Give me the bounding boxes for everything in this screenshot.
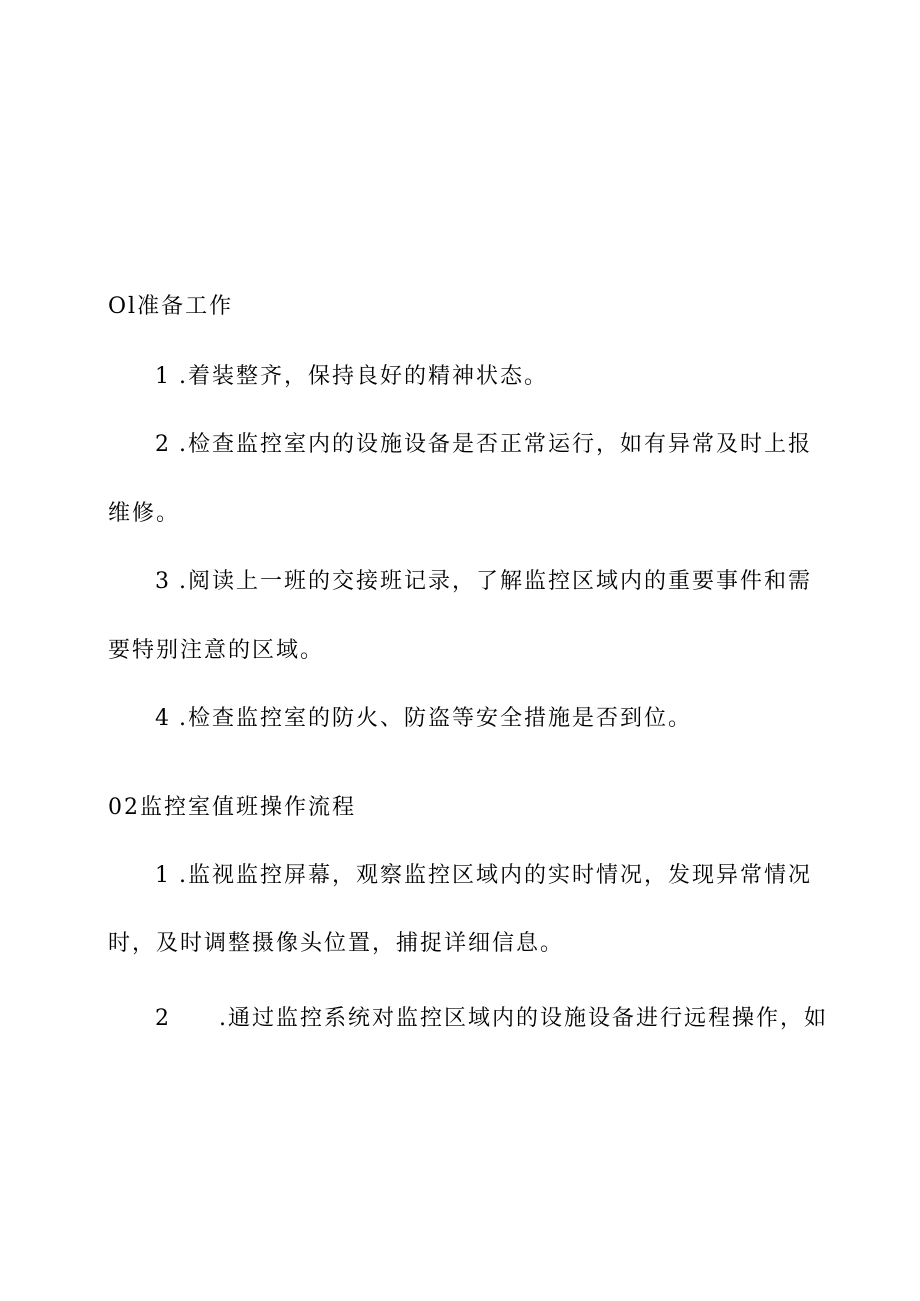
list-item-1-2-continuation (108, 499, 180, 529)
item-number: 1 (155, 863, 171, 888)
item-number: 1 (155, 364, 171, 389)
section-heading-1 (108, 292, 233, 322)
item-text: .通过监控系统对监控区域内的设施设备进行远程操作，如 (219, 1006, 828, 1031)
section-heading-text: 02监控室值班操作流程 (108, 795, 356, 820)
list-item-2-1 (155, 861, 812, 891)
item-text: .阅读上一班的交接班记录，了解监控区域内的重要事件和需 (179, 569, 812, 594)
item-text: .检查监控室内的设施设备是否正常运行，如有异常及时上报 (179, 432, 812, 457)
item-text: .监视监控屏幕，观察监控区域内的实时情况，发现异常情况 (179, 863, 812, 888)
list-item-1-2 (155, 430, 812, 460)
item-number: 4 (155, 706, 171, 731)
item-text-continuation: 要特别注意的区域。 (108, 638, 325, 663)
list-item-2-2 (155, 1004, 828, 1034)
item-text-continuation: 维修。 (108, 501, 181, 526)
section-heading-text: Ol准备工作 (108, 294, 234, 319)
item-number: 3 (155, 569, 171, 594)
list-item-1-1 (155, 362, 548, 392)
item-text: .着装整齐，保持良好的精神状态。 (179, 364, 548, 389)
list-item-1-4 (155, 704, 692, 734)
item-text: .检查监控室的防火、防盗等安全措施是否到位。 (179, 706, 692, 731)
item-text-continuation: 时，及时调整摄像头位置，捕捉详细信息。 (108, 931, 565, 956)
list-item-1-3 (155, 567, 812, 597)
section-heading-2 (108, 793, 356, 823)
item-number: 2 (155, 432, 171, 457)
list-item-2-1-continuation (108, 929, 564, 959)
item-number: 2 (155, 1006, 171, 1031)
list-item-1-3-continuation (108, 636, 324, 666)
